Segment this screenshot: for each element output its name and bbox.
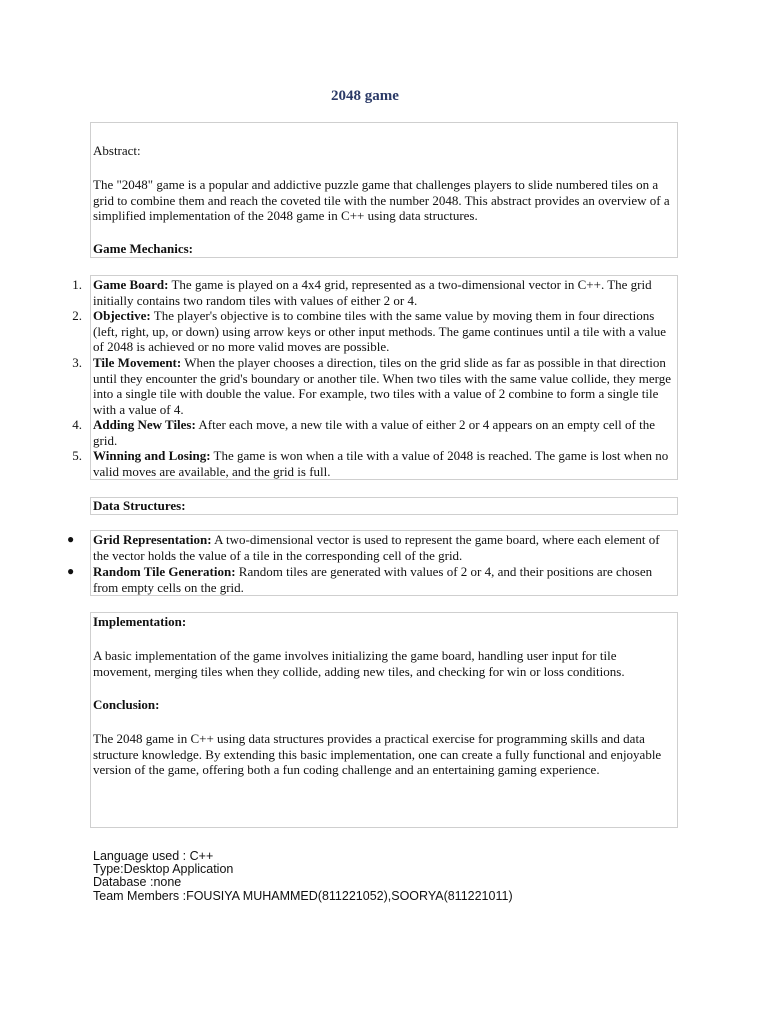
abstract-label: Abstract:: [93, 143, 141, 158]
page-title: 2048 game: [331, 88, 399, 104]
project-info: [93, 850, 513, 903]
implementation-heading: Implementation:: [93, 614, 187, 629]
conclusion-heading: Conclusion:: [93, 697, 160, 712]
implementation-text: A basic implementation of the game involves initializing the game board, handling user input for tile movement, merging tiles when they collide, adding new tiles, and checking for win or loss conditions.: [93, 648, 625, 679]
abstract-text: The "2048" game is a popular and addictive puzzle game that challenges players to slide numbered tiles on a grid to combine them and reach the coveted tile with the number 2048. This abstract provides an overview of a simplified implementation of the 2048 game in C++ using data structures.: [93, 177, 670, 223]
team-members-line: Team Members :FOUSIYA MUHAMMED(811221052),SOORYA(811221011): [93, 888, 513, 903]
bullet-icon: ●: [67, 564, 75, 578]
implementation-box: [90, 612, 678, 828]
bullet-icon: ●: [67, 532, 75, 546]
conclusion-text: The 2048 game in C++ using data structures provides a practical exercise for programming skills and data structure knowledge. By extending this basic implementation, one can create a fully functional and enjoyable version of the game, offering both a fun coding challenge and an entertaining gaming experience.: [93, 731, 662, 777]
data-structures-heading: Data Structures:: [93, 498, 186, 513]
game-mechanics-heading: Game Mechanics:: [93, 241, 194, 256]
language-line: Language used : C++: [93, 849, 214, 863]
type-line: Type:Desktop Application: [93, 862, 234, 877]
database-line: Database :none: [93, 875, 182, 890]
